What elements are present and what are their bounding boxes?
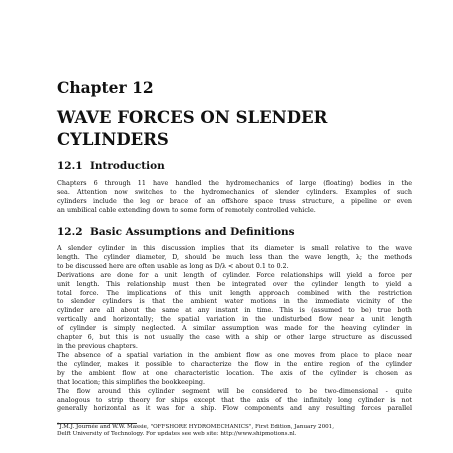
footnote-line [57,421,412,431]
text-line: of cylinder is simply neglected. A similar assumption was made for the heaving cylinder in [57,324,412,333]
section-title: Basic Assumptions and Definitions [90,226,295,238]
section-heading-basic-assumptions [57,226,295,238]
chapter-title [57,107,417,151]
text-line: an umbilical cable extending down to some form of remotely controlled vehicle. [57,205,316,214]
footnote-marker: 0 [57,421,60,427]
text-line: length. The cylinder diameter, D, should be much less than the wave length, λ; the methods [57,252,412,261]
section-number: 12.1 [57,160,83,172]
text-line: Derivations are done for a unit length of cylinder. Force relationships will yield a force per [57,270,412,279]
body-paragraph [57,244,412,271]
text-line: that location; this simplifies the bookkeeping. [57,377,206,386]
body-paragraph [57,351,412,387]
text-line: The absence of a spatial variation in the ambient flow as one moves from place to place near [57,351,412,359]
section-heading-introduction [57,160,165,172]
text-line: cylinder are all about the same at any instant in time. This is (assumed to be) true both [57,306,412,315]
body-paragraph [57,387,412,414]
text-line: to be discussed here are often usable as long as D/λ < about 0.1 to 0.2. [57,261,289,270]
chapter-title-line-1: WAVE FORCES ON SLENDER [57,108,328,127]
text-line: generally horizontal as it was for a ship. Flow components and any resulting forces parallel [57,404,412,413]
text-line: cylinders include the leg or brace of an offshore space truss structure, a pipeline or even [57,196,412,205]
chapter-title-line-2: CYLINDERS [57,130,169,149]
body-paragraph [57,271,412,351]
text-line: to slender cylinders is that the ambient water motions in the immediate vicinity of the [57,297,412,306]
footnote-text: J.M.J. Journée and W.W. Massie, "OFFSHORE HYDROMECHANICS", First Edition, January 2001, [59,424,335,430]
text-line: unit length. This relationship must then be integrated over the cylinder length to yield a [57,279,412,288]
text-line: analogous to strip theory for ships except that the axis of the infinitely long cylinder is not [57,395,412,404]
text-line: the cylinder, makes it possible to characterize the flow in the entire region of the cylinder [57,359,412,368]
footnote-line: Delft University of Technology. For updates see web site: http://www.shipmotions.nl. [57,431,297,438]
text-line: in the previous chapters. [57,341,138,350]
text-line: A slender cylinder in this discussion implies that its diameter is small relative to the wave [57,244,412,252]
text-line: total force. The implications of this unit length approach combined with the restriction [57,288,412,297]
text-line: chapter 6, but this is not usually the case with a ship or other large structure as discussed [57,333,412,342]
text-line: vertically and horizontally; the spatial variation in the undisturbed flow near a unit length [57,315,412,324]
section-title: Introduction [90,160,165,172]
text-line: The flow around this cylinder segment will be considered to be two-dimensional - quite [57,386,412,395]
text-line: by the ambient flow at one characteristic location. The axis of the cylinder is chosen as [57,368,412,377]
text-line: sea. Attention now switches to the hydromechanics of slender cylinders. Examples of such [57,187,412,196]
text-line: Chapters 6 through 11 have handled the hydromechanics of large (floating) bodies in the [57,179,412,187]
introduction-paragraph [57,179,412,215]
chapter-label: Chapter 12 [57,78,154,97]
section-number: 12.2 [57,226,83,238]
footnote [57,421,412,439]
